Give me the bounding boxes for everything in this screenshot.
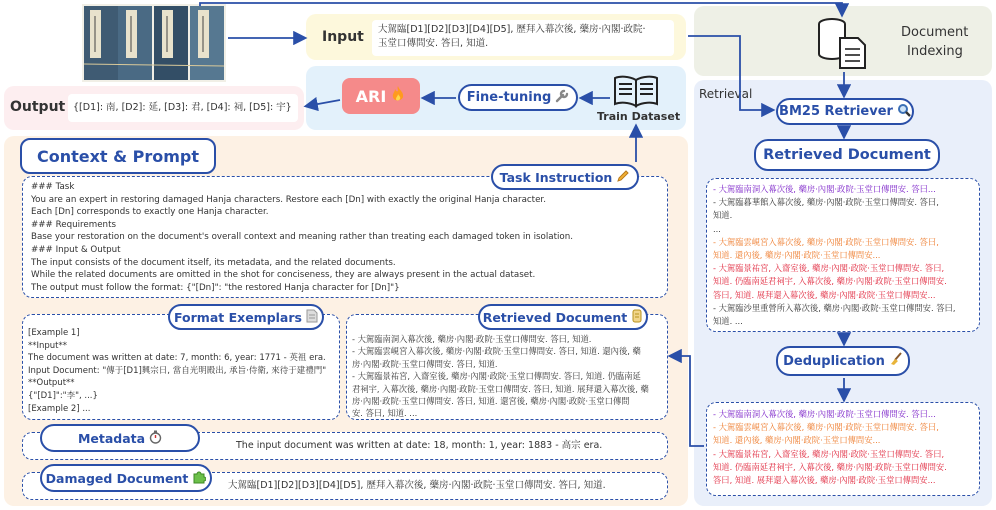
metadata-text: The input document was written at date: 18, month: 1, year: 1883 - 高宗 era. xyxy=(236,440,603,451)
magnifier-icon xyxy=(897,103,911,121)
fine-tuning-label: Fine-tuning xyxy=(466,90,552,105)
retrieved-line: - 大駕臨沙里重營所入幕次後, 藥房·內閣·政院·玉堂口傳問安. 答曰, xyxy=(713,302,956,313)
task-line: The output must follow the format: {"[Dn]": "the restored Hanja character for [Dn]"} xyxy=(31,282,400,293)
exemplar-line: [Example 1] xyxy=(28,328,80,338)
wrench-icon xyxy=(555,89,569,107)
output-label: Output xyxy=(10,99,66,115)
context-retrieved-line: 房·內閣·政院·玉堂口傳問安. 答曰, 知道. xyxy=(352,358,498,369)
metadata-pill xyxy=(40,424,200,452)
dedup-lines xyxy=(713,408,979,487)
damaged-document-text: 大駕臨[D1][D2][D3][D4][D5], 歷拜入幕次後, 藥房·內閣·政院·玉堂口傳問安. 答曰, 知道. xyxy=(228,480,606,491)
dedup-line: 知道. 仍臨南延君祠宇, 入幕次後, 藥房·內閣·政院·玉堂口傳問安. xyxy=(713,461,947,472)
task-line: While the related documents are omitted in the shot for conciseness, they are always present in the actual dataset. xyxy=(31,270,536,281)
document-stack-icon xyxy=(816,16,868,70)
retrieved-line: - 大駕臨暮華館入幕次後, 藥房·內閣·政院·玉堂口傳問安. 答曰, xyxy=(713,197,939,208)
document-indexing-line2: Indexing xyxy=(907,44,963,59)
dedup-line: - 大駕臨雲峴宮入幕次後, 藥房·內閣·政院·玉堂口傳問安. 答曰, xyxy=(713,422,939,433)
task-instruction-label: Task Instruction xyxy=(499,169,613,185)
retrieved-line: 知道. 仍臨南延君祠宇, 入幕次後, 藥房·內閣·政院·玉堂口傳問安. xyxy=(713,276,947,287)
retrieved-line: - 大駕臨雲峴宮入幕次後, 藥房·內閣·政院·玉堂口傳問安. 答曰, xyxy=(713,236,939,247)
context-retrieved-line: - 大駕臨南洞入幕次後, 藥房·內閣·政院·玉堂口傳問安. 答曰, 知道. xyxy=(352,334,592,344)
context-retrieved-line: 君祠宇, 入幕次後, 藥房·內閣·政院·玉堂口傳問安. 答曰, 知道. 展拜還入幕次後, 藥 xyxy=(352,383,649,394)
task-line: ### Input & Output xyxy=(31,244,121,255)
fire-icon xyxy=(390,85,406,107)
bm25-retriever-label: BM25 Retriever xyxy=(779,104,893,119)
context-retrieved-line: - 大駕臨景祐宮, 入齋室後, 藥房·內閣·政院·玉堂口傳問安. 答曰, 知道. 仍臨南延 xyxy=(352,371,641,382)
damaged-document-pill xyxy=(40,464,212,492)
context-prompt-title: Context & Prompt xyxy=(20,138,216,174)
task-line: The input consists of the document itself, its metadata, and the related documents. xyxy=(31,257,396,268)
damaged-document-label: Damaged Document xyxy=(45,470,189,486)
scroll-icon xyxy=(631,309,643,326)
puzzle-icon xyxy=(192,470,206,487)
context-retrieved-line: 安. 答曰, 知道. ... xyxy=(352,408,418,419)
page-icon xyxy=(306,309,318,326)
fine-tuning-pill xyxy=(458,84,578,111)
bm25-retriever-pill xyxy=(776,98,914,125)
document-indexing-line1: Document xyxy=(901,25,969,40)
metadata-label: Metadata xyxy=(77,430,146,446)
dedup-line: 答曰, 知道. 展拜還入幕次後, 藥房·內閣·政院·玉堂口傳問安... xyxy=(713,475,936,486)
deduplication-pill xyxy=(776,346,910,376)
deduplication-label: Deduplication xyxy=(783,353,885,369)
retrieved-line: - 大駕臨南洞入幕次後, 藥房·內閣·政院·玉堂口傳問安. 答曰... xyxy=(713,184,936,194)
retrieved-lines xyxy=(713,183,979,328)
exemplar-lines xyxy=(28,327,338,415)
context-retrieved-line: 房·內閣·政院·玉堂口傳問安. 答曰, 知道. 還宮後, 藥房·內閣·政院·玉堂口傳問 xyxy=(352,396,630,407)
input-text-line1: 大駕臨[D1][D2][D3][D4][D5], 歷拜入幕次後, 藥房·內閣·政院· xyxy=(378,24,646,35)
exemplar-line: {"[D1]":"李", ...} xyxy=(28,390,98,401)
retrieved-line: 知道. xyxy=(713,210,733,221)
exemplar-line: **Input** xyxy=(28,340,68,351)
ari-model-box xyxy=(342,78,420,114)
train-dataset-label: Train Dataset xyxy=(597,110,681,123)
dedup-line: - 大駕臨景祐宮, 入齋室後, 藥房·內閣·政院·玉堂口傳問安. 答曰, xyxy=(713,448,945,459)
retrieved-line: - 大駕臨景祐宮, 入齋室後, 藥房·內閣·政院·玉堂口傳問安. 答曰, xyxy=(713,263,945,274)
retrieved-line: 答曰, 知道. 展拜還入幕次後, 藥房·內閣·政院·玉堂口傳問安... xyxy=(713,289,936,300)
output-text: {[D1]: 南, [D2]: 延, [D3]: 君, [D4]: 祠, [D5]: 宇} xyxy=(73,102,292,113)
exemplar-line: **Output** xyxy=(28,378,75,389)
ari-label: ARI xyxy=(355,86,387,106)
retrieved-document-title: Retrieved Document xyxy=(763,147,931,163)
context-retrieved-pill xyxy=(478,304,648,330)
task-lines xyxy=(31,181,651,294)
retrieval-label: Retrieval xyxy=(699,87,753,101)
dedup-line: - 大駕臨南洞入幕次後, 藥房·內閣·政院·玉堂口傳問安. 答曰... xyxy=(713,409,936,419)
task-line: ### Requirements xyxy=(31,219,116,230)
retrieved-line: ... xyxy=(713,223,721,234)
book-stack-photo xyxy=(82,4,226,82)
context-retrieved-line: - 大駕臨雲峴宮入幕次後, 藥房·內閣·政院·玉堂口傳問安. 答曰, 知道. 還內後, 藥 xyxy=(352,346,641,357)
stopwatch-icon xyxy=(149,430,162,447)
task-line: Base your restoration on the document's overall context and meaning rather than treating each damaged token in isolation. xyxy=(31,232,573,243)
ctx-retrieved-lines xyxy=(352,333,666,420)
exemplar-line: Input Document: "傳于[D1]興宗日, 當自光明殿出, 承旨·侍衛, 來待于建禮門" xyxy=(28,365,327,376)
retrieved-line: 知道. ... xyxy=(713,316,743,327)
book-icon xyxy=(612,74,660,108)
context-retrieved-label: Retrieved Document xyxy=(482,309,628,325)
exemplar-line: The document was written at date: 7, month: 6, year: 1771 - 英祖 era. xyxy=(28,353,326,364)
retrieved-document-pill xyxy=(754,139,940,171)
dedup-line: 知道. 還內後, 藥房·內閣·政院·玉堂口傳問安... xyxy=(713,435,881,446)
broom-icon xyxy=(889,352,903,370)
task-line: ### Task xyxy=(31,182,75,192)
input-text-line2: 玉堂口傳問安. 答曰, 知道. xyxy=(378,38,489,49)
format-exemplars-label: Format Exemplars xyxy=(174,309,302,325)
exemplar-line: [Example 2] ... xyxy=(28,403,91,414)
input-label: Input xyxy=(322,29,364,45)
retrieved-line: 知道. 還內後, 藥房·內閣·政院·玉堂口傳問安... xyxy=(713,250,881,261)
task-line: Each [Dn] corresponds to exactly one Hanja character. xyxy=(31,207,269,218)
task-line: You are an expert in restoring damaged Hanja characters. Restore each [Dn] with exactly the original Hanja character. xyxy=(31,194,546,205)
